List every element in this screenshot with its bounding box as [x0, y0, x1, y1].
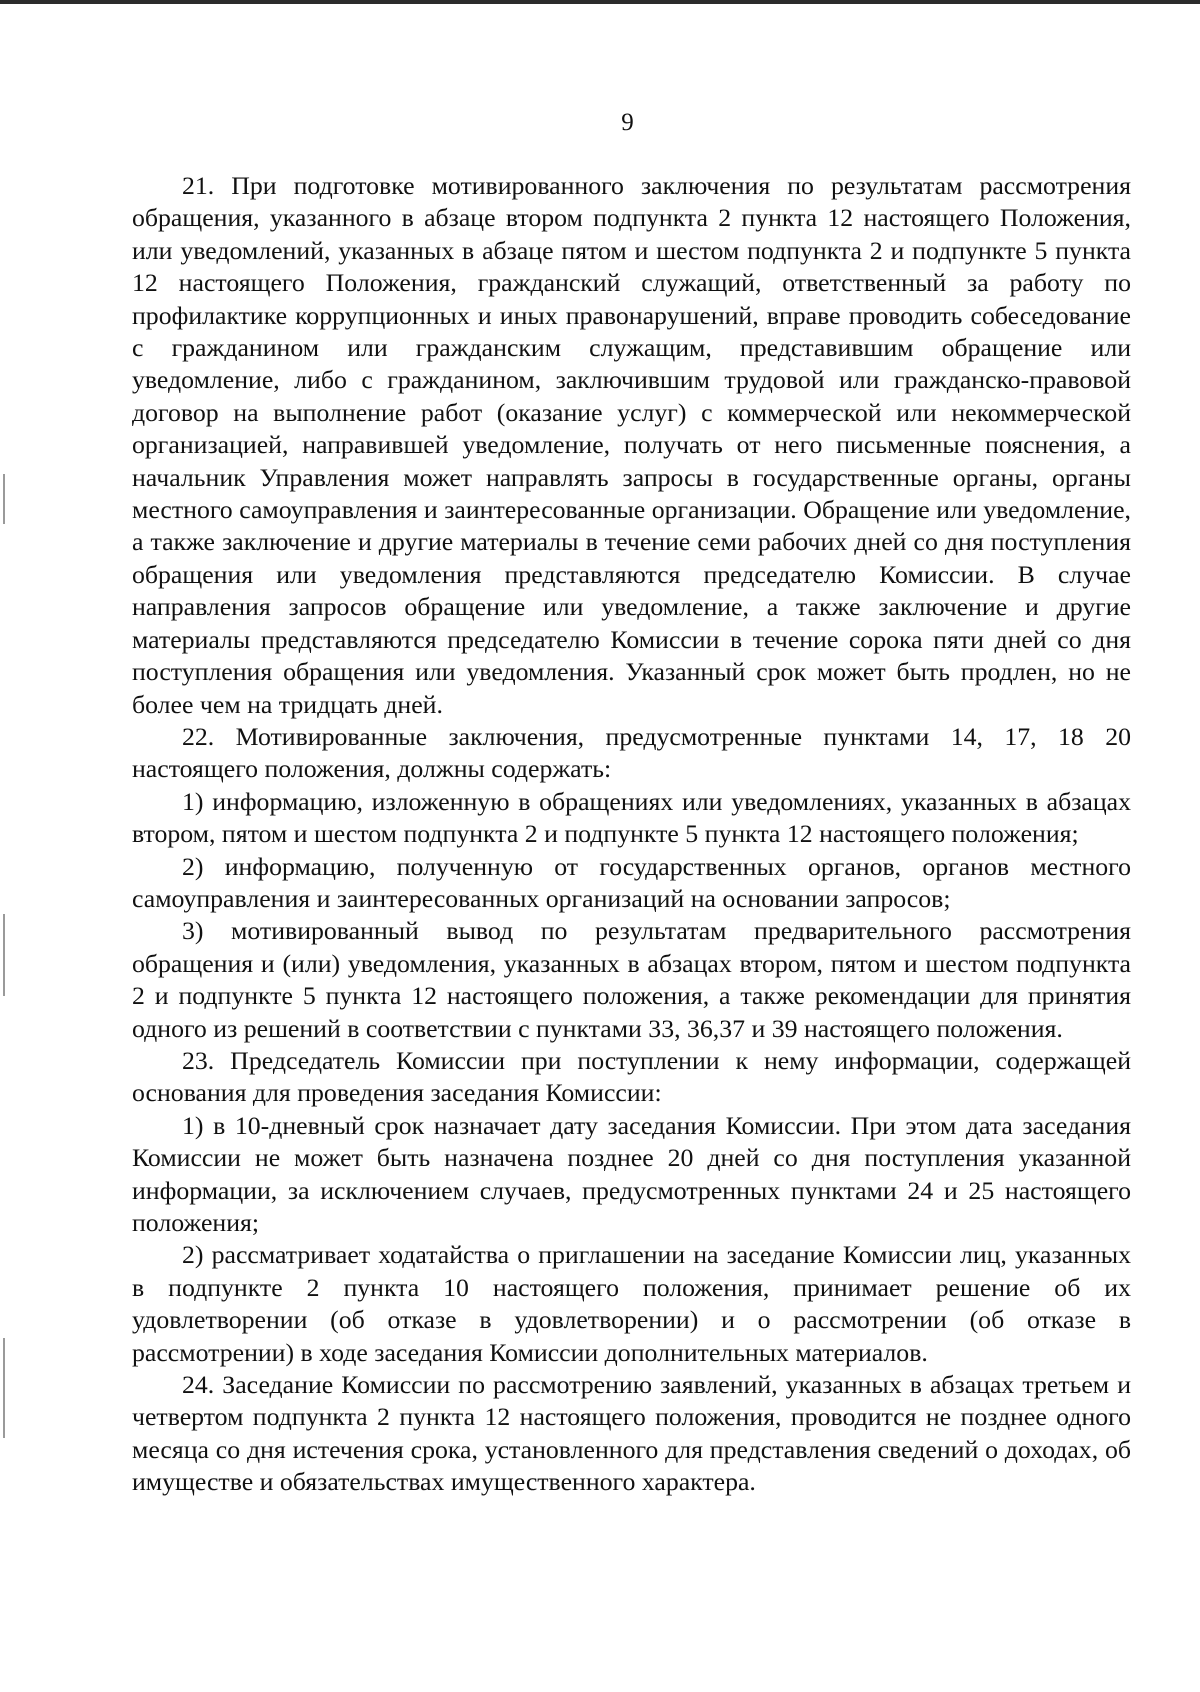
paragraph-23-item-2: 2) рассматривает ходатайства о приглашении на заседание Комиссии лиц, указанных в подпункте 2 пункта 10 настоящего положения, принимает решение об их удовлетворении (об отказе в удовлетворении) и о рассмотрении (об отказе в рассмотрении) в ходе заседания Комиссии дополнительных материалов. — [132, 1240, 1131, 1367]
scan-margin-mark — [3, 914, 5, 996]
paragraph-22: 22. Мотивированные заключения, предусмотренные пунктами 14, 17, 18 20 настоящего положения, должны содержать: — [132, 721, 1131, 784]
paragraph-22-item-3: 3) мотивированный вывод по результатам предварительного рассмотрения обращения и (или) уведомления, указанных в абзацах втором, пятом и шестом подпункта 2 и подпункте 5 пункта 12 настоящего положения, а также рекомендации для принятия одного из решений в соответствии с пунктами 33, 36,37 и 39 настоящего положения. — [132, 916, 1131, 1043]
paragraph-23: 23. Председатель Комиссии при поступлении к нему информации, содержащей основания для проведения заседания Комиссии: — [132, 1045, 1131, 1108]
page-number: 9 — [621, 109, 634, 136]
scan-margin-mark — [3, 474, 5, 524]
paragraph-22-item-1: 1) информацию, изложенную в обращениях или уведомлениях, указанных в абзацах втором, пятом и шестом подпункта 2 и подпункте 5 пункта 12 настоящего положения; — [132, 786, 1131, 849]
paragraph-22-item-2: 2) информацию, полученную от государственных органов, органов местного самоуправления и заинтересованных организаций на основании запросов; — [132, 851, 1131, 913]
paragraph-23-item-1: 1) в 10-дневный срок назначает дату заседания Комиссии. При этом дата заседания Комиссии не может быть назначена позднее 20 дней со дня поступления указанной информации, за исключением случаев, предусмотренных пунктами 24 и 25 настоящего положения; — [132, 1110, 1131, 1237]
scan-top-edge — [0, 0, 1200, 4]
document-body — [132, 170, 1131, 1499]
paragraph-21: 21. При подготовке мотивированного заключения по результатам рассмотрения обращения, указанного в абзаце втором подпункта 2 пункта 12 настоящего Положения, или уведомлений, указанных в абзаце пятом и шестом подпункта 2 и подпункте 5 пункта 12 настоящего Положения, гражданский служащий, ответственный за работу по профилактике коррупционных и иных правонарушений, вправе проводить собеседование с гражданином или гражданским служащим, представившим обращение или уведомление, либо с гражданином, заключившим трудовой или гражданско-правовой договор на выполнение работ (оказание услуг) с коммерческой или некоммерческой организацией, направившей уведомление, получать от него письменные пояснения, а начальник Управления может направлять запросы в государственные органы, органы местного самоуправления и заинтересованные организации. Обращение или уведомление, а также заключение и другие материалы в течение семи рабочих дней со дня поступления обращения или уведомления представляются председателю Комиссии. В случае направления запросов обращение или уведомление, а также заключение и другие материалы представляются председателю Комиссии в течение сорока пяти дней со дня поступления обращения или уведомления. Указанный срок может быть продлен, но не более чем на тридцать дней. — [132, 171, 1131, 719]
scan-margin-mark — [3, 1338, 5, 1438]
paragraph-24: 24. Заседание Комиссии по рассмотрению заявлений, указанных в абзацах третьем и четвертом подпункта 2 пункта 12 настоящего положения, проводится не позднее одного месяца со дня истечения срока, установленного для представления сведений о доходах, об имуществе и обязательствах имущественного характера. — [132, 1370, 1131, 1497]
